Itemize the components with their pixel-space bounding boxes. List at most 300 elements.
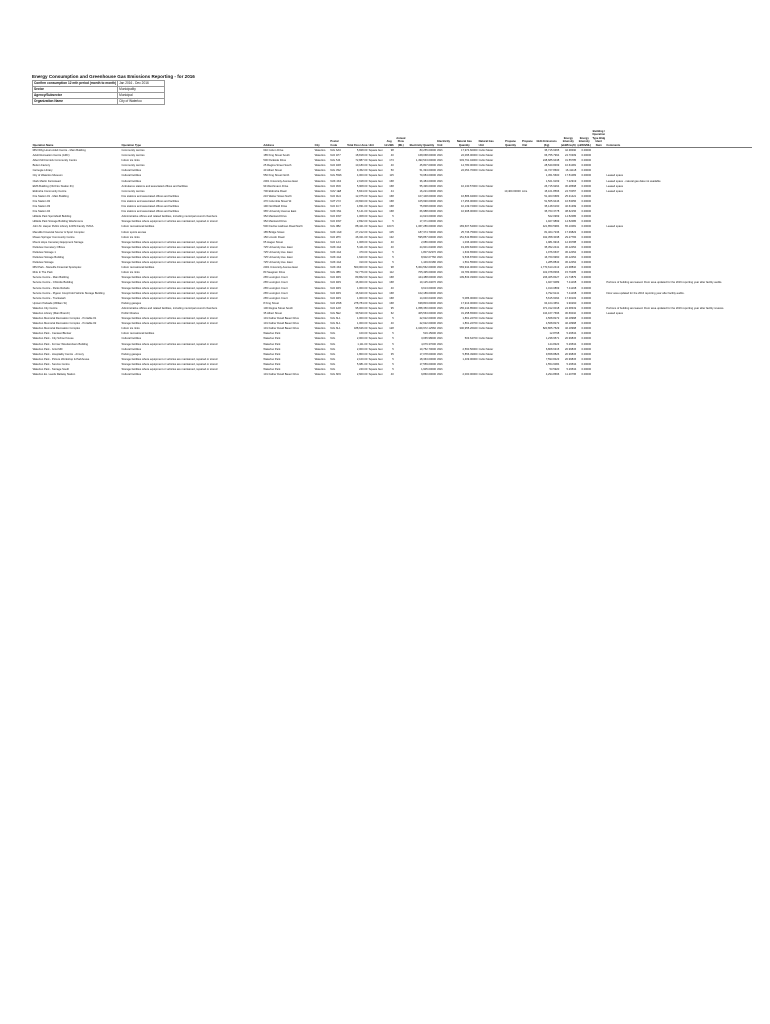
table-cell: Waterloo Library (Main Branch) (32, 312, 70, 315)
table-cell: N2L 5J4 (330, 159, 341, 163)
table-cell: 352 Marsland Drive (263, 215, 287, 219)
table-cell: Public libraries (121, 312, 139, 315)
table-cell: 36.12054 (564, 250, 577, 254)
table-cell: kWh (437, 194, 443, 198)
table-cell: 35,352.2441 (544, 245, 560, 249)
table-cell: N2J 4R9 (330, 291, 341, 295)
table-cell: Cubic Meter (478, 154, 494, 158)
table-cell: N2J 3N6 (330, 184, 341, 188)
table-cell: 725 University Ave. East (263, 250, 293, 254)
table-cell: 16.61081 (564, 164, 577, 168)
table-cell: Albert McCormick Community Centre (32, 159, 77, 163)
table-cell: Uptown Parkade (William St) (32, 301, 67, 305)
table-cell: Waterloo (314, 164, 326, 168)
table-cell: N2J 4R9 (330, 281, 341, 285)
table-cell: 342,358.3038 (542, 235, 560, 239)
table-cell: 51,394.00000 (419, 169, 437, 173)
table-cell: N2L (330, 352, 336, 356)
table-cell: N2K 3N1 (330, 210, 342, 214)
table-cell: 95,000.00 (355, 306, 368, 310)
table-cell: 31,258.65000 (461, 312, 478, 315)
table-cell: Waterloo Park (263, 357, 281, 361)
table-cell: 20.99815 (564, 357, 577, 361)
table-cell: 17,559.00000 (419, 362, 437, 366)
table-row (32, 280, 752, 285)
table-cell: Waterloo (314, 210, 326, 214)
table-cell: Square feet (368, 189, 383, 193)
meta-label: Confirm consumption 12 mth period (month to month) (34, 81, 117, 85)
table-cell: N2L (330, 347, 336, 351)
table-cell: kWh (437, 240, 443, 244)
table-cell: 95 (390, 306, 394, 310)
table-cell: 0.00000 (581, 306, 592, 310)
table-cell: Square feet (368, 250, 383, 254)
table-cell: 0.00000 (581, 332, 592, 336)
table-cell: 1,358,350.00000 (415, 306, 437, 310)
table-cell: 30.66010 (564, 312, 577, 315)
table-cell: 98 (390, 266, 394, 270)
table-cell: Square feet (368, 322, 383, 326)
table-cell: 1,554.6084 (545, 362, 560, 366)
table-cell: Square feet (368, 199, 383, 203)
table-cell: Waterloo (314, 154, 326, 158)
table-cell: N2J 1A4 (330, 240, 341, 244)
table-cell: 16,000.00 (355, 281, 368, 285)
table-cell: Square feet (368, 261, 383, 265)
table-cell: 10,125.24070 (419, 281, 437, 285)
table-cell: 2,560.56000 (462, 347, 478, 351)
table-cell: 405,563.00000 (418, 312, 437, 315)
table-cell: 40 (390, 286, 394, 290)
table-cell: N2K 4K4 (330, 266, 342, 270)
table-cell: 1,905.00000 (421, 368, 437, 372)
table-cell: 155,244.85000 (459, 306, 478, 310)
table-cell: Waterloo (314, 342, 326, 346)
table-cell: 168 (389, 205, 394, 209)
column-header: Electricity Quantity (407, 113, 436, 148)
table-cell: kWh (437, 342, 443, 346)
table-cell: kWh (437, 332, 443, 336)
table-cell: N2J 1P7 (330, 154, 341, 158)
table-cell: Cubic Meter (478, 255, 494, 259)
table-cell: N2L (330, 368, 336, 372)
table-cell: Cubic Meter (478, 245, 494, 249)
table-cell: 36.12054 (564, 245, 577, 249)
table-cell: 216 Weber Street North (263, 194, 292, 198)
table-cell: N2K 1G9 (330, 230, 342, 234)
table-cell: Cubic Meter (478, 322, 494, 326)
table-cell: 0.00000 (581, 322, 592, 326)
table-cell: Service Centre - Pigeon Coop/Cold Vehicle Storage Building (32, 291, 105, 295)
table-cell: 265 Lexington Court (263, 286, 288, 290)
table-cell: Square feet (368, 225, 383, 229)
table-cell: N2L (330, 357, 336, 361)
table-cell: 14.52086 (564, 220, 577, 224)
table-cell: Square feet (368, 220, 383, 224)
table-cell: kWh (437, 352, 443, 356)
table-cell: 17.39823 (564, 230, 577, 234)
table-cell: John M. Harper Public Library & RIM Family YMCA (32, 225, 94, 229)
table-cell: 0.00000 (581, 230, 592, 234)
table-cell: N2L 0B2 (330, 225, 341, 229)
table-cell: Manulife Financial Soccer & Sport Complex (32, 230, 85, 234)
table-cell: N2L 6L1 (330, 327, 341, 331)
meta-row (33, 81, 165, 87)
table-cell: 0.00000 (581, 149, 592, 152)
table-cell: 725 University Ave. East (263, 261, 293, 265)
table-cell: kWh (437, 174, 443, 178)
table-cell: 1,861.22700 (462, 317, 478, 321)
table-cell: Hillside Park Sportsfield Building (32, 215, 72, 219)
table-cell: N2J 1R8 (330, 164, 341, 168)
table-cell: Waterloo (314, 245, 326, 249)
table-cell: Waterloo (314, 149, 326, 152)
table-cell: Leased space (606, 174, 624, 178)
table-cell: 0.00000 (581, 312, 592, 315)
table-cell: 248,685.9438 (542, 159, 560, 163)
table-header-row (32, 113, 752, 148)
table-cell: Indoor recreational facilities (121, 332, 155, 336)
table-cell: Waterloo Memorial Recreation Complex - Portable #2 (32, 322, 97, 326)
table-cell: 5.29534 (566, 342, 577, 346)
table-cell: 5,615.6094 (545, 296, 560, 300)
table-cell: 25,736.75000 (461, 230, 478, 234)
table-cell: Cubic Meter (478, 240, 494, 244)
table-cell: EMS Building (Old Fire Station #1) (32, 184, 74, 188)
column-header: Natural Gas Quantity (451, 113, 478, 148)
table-cell: 1,521.9169 (545, 179, 560, 183)
table-cell: Hillside Park Storage Building Washrooms (32, 220, 83, 224)
table-cell: Waterloo (314, 194, 326, 198)
table-cell: RIM Whg Hours Adult Centre - Main Building (32, 149, 86, 152)
table-cell: Litre (521, 189, 528, 193)
table-cell: 1,451.5600 (545, 174, 560, 178)
table-cell: Waterloo (314, 332, 326, 336)
table-cell: 0.00000 (581, 266, 592, 270)
table-cell: kWh (437, 230, 443, 234)
table-cell: 102,078.8366 (542, 271, 560, 275)
table-cell: 173 (389, 159, 394, 163)
table-cell: 10,400.00000 (504, 189, 521, 193)
table-cell: N2J 4R9 (330, 296, 341, 300)
table-cell: Square feet (368, 337, 383, 341)
table-cell: 5,828.00 (356, 149, 368, 152)
table-cell: 519.15000 (423, 332, 437, 336)
column-header: Energy Intensity (ekWh/ML) (577, 113, 592, 148)
table-cell: Square feet (368, 291, 383, 295)
table-cell: 2001 University Avenue East (263, 266, 298, 270)
table-cell: Cubic Meter (478, 352, 494, 356)
table-cell: Square feet (368, 347, 383, 351)
table-cell: Cultural facilities (121, 174, 142, 178)
table-cell: 31.55785 (564, 159, 577, 163)
table-cell: N2J 3H4 (330, 194, 341, 198)
table-cell: 352 Marsland Drive (263, 220, 287, 224)
table-cell: 185 Bridge Street (263, 230, 285, 234)
table-cell: 168,068.00000 (418, 154, 437, 158)
table-cell: Square feet (368, 169, 383, 173)
table-cell: 1,036.40000 (462, 240, 478, 244)
table-cell: Square feet (368, 194, 383, 198)
table-cell: N2T 2Y2 (330, 199, 341, 203)
table-cell: 0.00000 (581, 215, 592, 219)
table-cell (521, 372, 533, 377)
table-cell: 24.70309 (564, 154, 577, 158)
table-cell: 2,086.00000 (421, 240, 437, 244)
table-cell: 22,622.00000 (419, 317, 437, 321)
table-cell: Waterloo Park - Canteen/Bunker (32, 332, 72, 336)
table-cell: N2L 6A3 (330, 149, 341, 152)
table-cell: 10,180.00 (355, 164, 368, 168)
table-cell: 20.99815 (564, 352, 577, 356)
table-cell: 5,908.00 (356, 184, 368, 188)
table-cell: 5,981.00 (356, 362, 368, 366)
table-cell: Square feet (368, 149, 383, 152)
table-cell: Storage facilities where equipment or vehicles are maintained, repaired or stored (121, 286, 218, 290)
table-cell: 444,488.00000 (418, 276, 437, 280)
table-cell: 4,000.00 (356, 174, 368, 178)
table-cell: Service Centre - Chloride Building (32, 281, 74, 285)
table-cell: 0.00000 (581, 189, 592, 193)
table-cell: Service Centre - Parks Rehabs (32, 286, 70, 290)
table-cell: 99 Weichmann Drive (263, 184, 289, 188)
table-cell: 100.00 (359, 332, 368, 336)
table-cell: Indoor ice rinks (121, 327, 140, 331)
table-cell: Waterloo (314, 281, 326, 285)
table-cell: Service Centre - Truckwash (32, 296, 66, 300)
table-cell: Waterloo (314, 235, 326, 239)
table-cell: 21.74879 (564, 276, 577, 280)
table-cell: Rink In The Park (32, 271, 53, 275)
table-cell: 725 University Ave. East (263, 245, 293, 249)
table-cell: Waterloo (314, 255, 326, 259)
table-cell: N2L (330, 337, 336, 341)
column-header: Comments (606, 113, 752, 148)
table-cell: kWh (437, 220, 443, 224)
table-cell: 365 University Avenue East (263, 210, 297, 214)
table-cell: Indoor recreational facilities (121, 225, 155, 229)
table-cell: 7.41168 (566, 291, 577, 295)
table-cell: Storage facilities where equipment or vehicles are maintained, repaired or stored (121, 261, 218, 265)
table-cell: 5,141.00 (356, 210, 368, 214)
table-cell: 0.00000 (581, 205, 592, 209)
table-cell: 4,349,972.12560 (415, 327, 437, 331)
table-cell: Waterloo Park (263, 347, 281, 351)
table-cell: Parkview Storage 1 (32, 250, 56, 254)
table-cell: Parkview Storage Building (32, 255, 64, 259)
column-header: GHG Emissions (Kg) (533, 113, 560, 148)
column-header: Electricity Unit (437, 113, 451, 148)
table-cell: Square feet (368, 154, 383, 158)
table-cell: 0.00000 (581, 357, 592, 361)
table-cell: 51,565.9446 (544, 199, 560, 203)
table-cell: 5 (392, 337, 394, 341)
table-cell: Storage facilities where equipment or vehicles are maintained, repaired or stored (121, 291, 218, 295)
table-cell: Waterloo (314, 301, 326, 305)
table-cell: 151,543.85000 (459, 235, 478, 239)
table-cell: kWh (437, 327, 443, 331)
table-cell: 470 Columbia Street W. (263, 199, 292, 203)
table-cell: Square feet (368, 368, 383, 372)
table-cell: Square feet (368, 357, 383, 361)
table-cell: 4,792.9141 (545, 291, 560, 295)
table-cell: kWh (437, 179, 443, 183)
table-cell (592, 372, 606, 377)
table-cell: Cubic Meter (478, 184, 494, 188)
table-cell: 2,600.00 (356, 373, 368, 377)
table-cell: 81,464.7236 (544, 230, 560, 234)
table-cell: 105 (389, 230, 394, 234)
table-cell: Waterloo (314, 174, 326, 178)
table-cell: Waterloo Memorial Recreation Complex - Portable #1 (32, 317, 97, 321)
table-cell: 310.00 (359, 261, 368, 265)
table-cell: 421,850.5984 (542, 225, 560, 229)
table-cell: Storage facilities where equipment or vehicles are maintained, repaired or stored (121, 245, 218, 249)
table-cell: 0.00000 (581, 169, 592, 173)
table-cell: 0.00000 (581, 296, 592, 300)
table-cell: Waterloo Park - Hospitality Centre - Armory (32, 352, 85, 356)
table-cell: 7.41168 (566, 286, 577, 290)
table-cell: 53.5920 (549, 368, 560, 372)
table-cell: 80 Seagram Drive (263, 271, 286, 275)
column-header: City (314, 113, 330, 148)
table-cell: Cubic Meter (478, 337, 494, 341)
table-cell: 83,255.00000 (419, 149, 437, 152)
table-cell: 190 Northfield Drive (263, 205, 288, 209)
table-cell: 8,902.07760 (421, 255, 437, 259)
table-cell: 105,990.00000 (418, 199, 437, 203)
table-cell: kWh (437, 276, 443, 280)
table-cell: Storage facilities where equipment or vehicles are maintained, repaired or stored (121, 281, 218, 285)
table-cell: Waterloo (314, 357, 326, 361)
table-cell (394, 372, 407, 377)
table-cell: Storage facilities where equipment or vehicles are maintained, repaired or stored (121, 322, 218, 326)
table-cell: Waterloo (314, 352, 326, 356)
table-cell: 150 Lincoln Road (263, 235, 285, 239)
table-cell: 35 Albert Street (263, 312, 282, 315)
table-cell: kWh (437, 164, 443, 168)
table-cell: Floor area updated for the 2016 reporting year after facility audits. (606, 291, 685, 295)
table-cell: 55,496.00000 (419, 184, 437, 188)
table-cell: Cubic Meter (478, 159, 494, 163)
table-cell: Waterloo (314, 368, 326, 372)
table-cell: 4,079.37000 (421, 342, 437, 346)
table-cell: 0.00000 (581, 286, 592, 290)
table-cell: kWh (437, 296, 443, 300)
table-cell: 1,111.00 (357, 342, 368, 346)
table-cell: 2,000.00 (356, 347, 368, 351)
table-cell: Storage facilities where equipment or vehicles are maintained, repaired or stored (121, 296, 218, 300)
table-cell: 0.00000 (581, 317, 592, 321)
table-row (32, 291, 752, 296)
table-cell: Leased space (606, 225, 624, 229)
table-cell: kWh (437, 149, 443, 152)
table-cell: 12.8768 (549, 332, 560, 336)
table-cell: Waterloo Park - Grist Mill (32, 347, 63, 351)
table-cell: kWh (437, 255, 443, 259)
table-cell: 0.00000 (581, 337, 592, 341)
table-cell: 10,752.70000 (419, 347, 437, 351)
table-cell: 0.00000 (581, 255, 592, 259)
table-cell: 5 (392, 342, 394, 346)
table-cell: N2L (330, 362, 336, 366)
table-cell: 1,633.65000 (462, 250, 478, 254)
table-cell: Indoor ice rinks (121, 159, 140, 163)
table-cell: Square feet (368, 276, 383, 280)
table-cell: 5,856.49000 (462, 352, 478, 356)
table-cell: Waterloo Park (263, 368, 281, 372)
table-cell: Square feet (368, 306, 383, 310)
table-cell: 102,189.00000 (418, 291, 437, 295)
table-cell: Waterloo (314, 215, 326, 219)
table-cell: 265 Lexington Court (263, 291, 288, 295)
table-cell: Waterloo (314, 220, 326, 224)
table-cell: 725 University Ave. East (263, 255, 293, 259)
table-cell: 18,818.00 (355, 154, 368, 158)
table-cell: kWh (437, 301, 443, 305)
table-cell: 64,104.3651 (544, 301, 560, 305)
table-cell: 1,620.00 (356, 255, 368, 259)
table-cell: Waterloo (314, 205, 326, 209)
table-cell: 29.27784 (564, 235, 577, 239)
table-cell: 44 (390, 189, 394, 193)
table-cell: 5 (392, 368, 394, 372)
table-cell: 62 (390, 312, 394, 315)
table-cell: Cubic Meter (478, 276, 494, 280)
table-cell: kWh (437, 291, 443, 295)
table-cell: Storage facilities where equipment or vehicles are maintained, repaired or stored (121, 240, 218, 244)
table-cell: 168 (389, 291, 394, 295)
meta-value: Municipal (118, 93, 165, 99)
column-header: Operation Name (32, 113, 121, 148)
table-cell: kWh (437, 184, 443, 188)
table-cell: Square feet (368, 327, 383, 331)
table-cell: Square feet (368, 174, 383, 178)
table-cell: Fire Station #2 (32, 199, 51, 203)
table-cell: 115 (389, 174, 394, 178)
table-cell: 18,363.00000 (419, 357, 437, 361)
table-cell: 112 (389, 271, 394, 275)
table-cell: kWh (437, 210, 443, 214)
table-cell: kWh (437, 261, 443, 265)
table-cell: Cubic Meter (478, 296, 494, 300)
table-cell: 22,622.00000 (419, 322, 437, 326)
table-cell: Fire Station #1 - Main Building (32, 194, 69, 198)
table-cell: Waterloo Park - Former Woodworkers Building (32, 342, 89, 346)
table-cell: 5 (392, 250, 394, 254)
table-cell: 17,371.00000 (419, 220, 437, 224)
table-cell: 89,862.00 (355, 276, 368, 280)
table-cell: 46,321.00 (355, 235, 368, 239)
table-cell: Waterloo (314, 169, 326, 173)
table-cell: Square feet (368, 301, 383, 305)
table-cell: 5,304,562.00000 (415, 266, 437, 270)
table-cell: 168 (389, 179, 394, 183)
table-cell: kWh (437, 337, 443, 341)
table-cell: Cubic Meter (478, 317, 494, 321)
operations-table (32, 113, 752, 377)
table-cell: Community centres (121, 154, 145, 158)
table-cell: Leased space (606, 189, 624, 193)
table-cell: N2L 5E2 (330, 312, 341, 315)
table-row (32, 372, 752, 377)
table-cell: Cultural facilities (121, 337, 142, 341)
table-cell: 40 (390, 240, 394, 244)
table-cell: 0.00000 (581, 362, 592, 366)
meta-label: Sector (33, 87, 118, 93)
table-cell: Waterloo Park - City School house (32, 337, 74, 341)
table-cell: kWh (437, 215, 443, 219)
